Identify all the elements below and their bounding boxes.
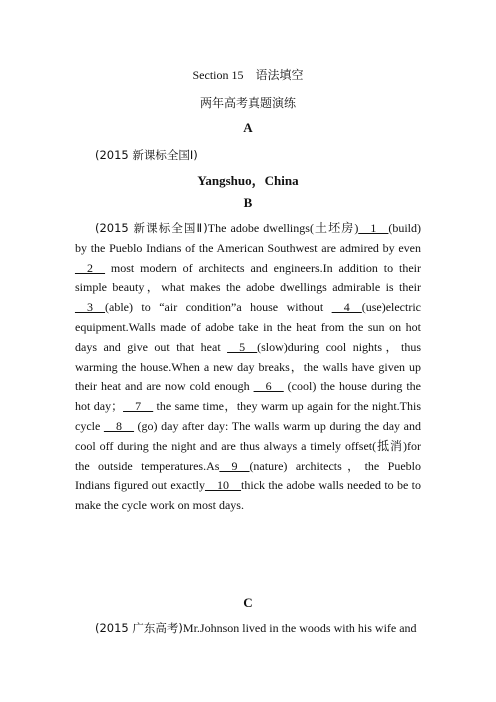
blank-2: __2__ (75, 260, 105, 275)
part-a-source: (2015 新课标全国Ⅰ) (95, 148, 198, 162)
part-a-letter: A (243, 120, 253, 135)
blank-10: __10__ (205, 478, 241, 493)
passage-text: (go) day after day: The walls warm up during the day and cool off during the night and are thus always a timely offset(抵消)for the outside temperatures.As (75, 418, 421, 473)
part-b-letter: B (243, 195, 253, 210)
passage-text: most modern of architects and engineers.In addition to their simple beauty，what makes the adobe dwellings admirable is their (75, 260, 421, 295)
passage-text: (use)electric equipment.Walls made of adobe take in the heat from the sun on hot days and give out that heat (75, 300, 421, 354)
section-title: Section 15 语法填空 (192, 68, 304, 82)
passage-text: Mr.Johnson lived in the woods with his wife and (182, 621, 417, 635)
blank-6: __6__ (253, 379, 284, 394)
passage-text: (build) by the Pueblo Indians of the American Southwest are admired by even (75, 221, 422, 255)
blank-1: __1__ (358, 221, 389, 235)
blank-9: __9__ (219, 458, 250, 473)
part-c-letter: C (243, 595, 253, 610)
part-a-passage-title: Yangshuo，China (197, 173, 299, 188)
passage-text: (cool) the house during the hot day； (75, 379, 421, 414)
blank-5: __5__ (227, 339, 258, 354)
passage-text: (able) to “air condition”a house without (105, 300, 332, 315)
passage-text: thick the adobe walls needed to be to make the cycle work on most days. (75, 478, 422, 513)
page-subtitle: 两年高考真题演练 (199, 96, 296, 110)
part-a-source-line (75, 146, 421, 166)
blank-3: __3__ (75, 300, 105, 315)
passage-text: (slow)during cool nights，thus warming the house.When a new day breaks，the walls have given up their heat and are now cold enough (75, 339, 422, 394)
passage-text: (nature) architects，the Pueblo Indians figured out exactly (75, 458, 421, 493)
passage-text: The adobe dwellings(土坯房) (207, 221, 359, 235)
part-b-passage (75, 219, 421, 516)
passage-text: the same time，they warm up again for the night.This cycle (75, 399, 421, 433)
part-c-passage (75, 619, 421, 639)
blank-7: __7__ (123, 399, 154, 414)
blank-4: __4__ (331, 300, 362, 315)
part-b-source: (2015 新课标全国Ⅱ) (95, 221, 208, 235)
part-c-source: (2015 广东高考) (95, 621, 183, 635)
blank-8: __8__ (103, 418, 134, 433)
